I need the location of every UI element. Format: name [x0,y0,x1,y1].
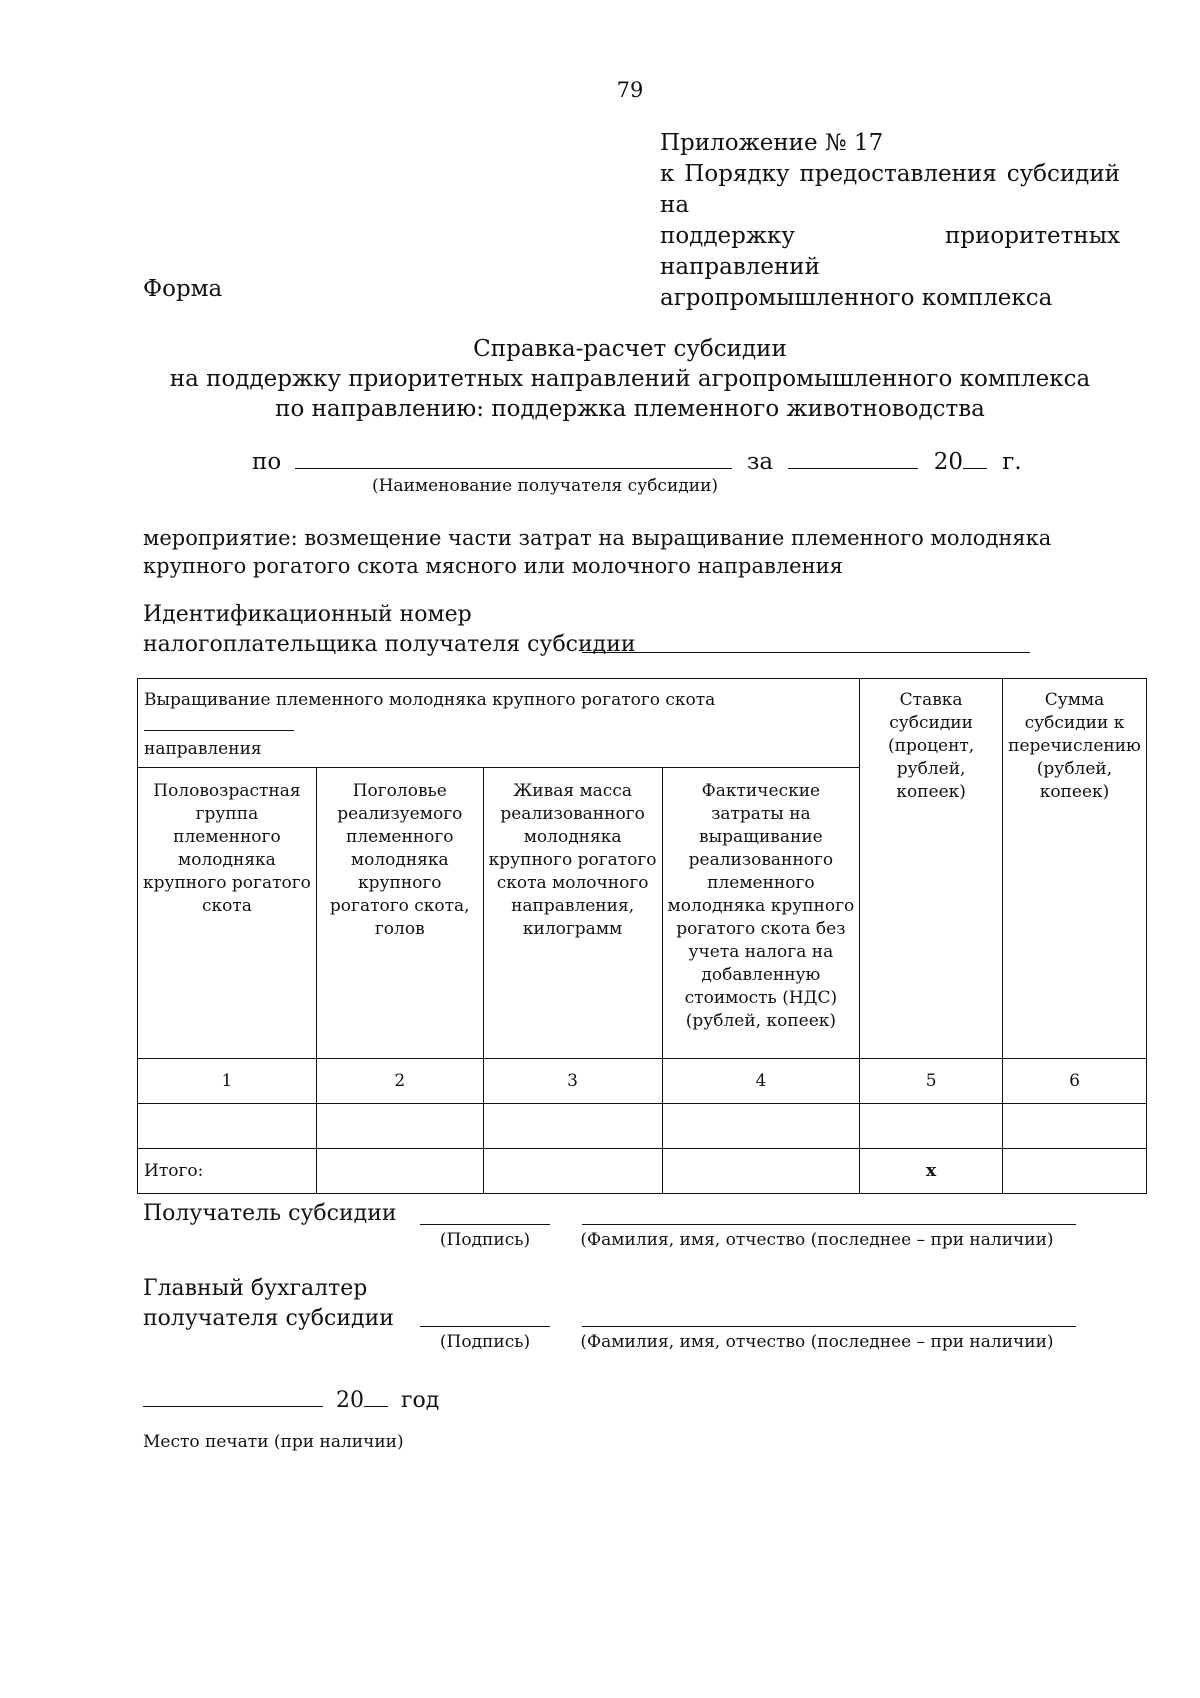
document-title: Справка-расчет субсидии [473,336,787,362]
recipient-caption: (Наименование получателя субсидии) [371,476,719,496]
column-number: 4 [662,1059,860,1104]
inn-label [143,600,636,660]
direction-field[interactable] [144,712,294,731]
measure-text: мероприятие: возмещение части затрат на выращивание племенного молодняка крупного рогатого скота мясного или молочного направления [143,526,1052,578]
period-prefix: за [746,449,774,475]
appendix-number: Приложение № 17 [660,130,884,156]
signature-caption: (Подпись) [439,1332,531,1352]
name-caption: (Фамилия, имя, отчество (последнее – при наличии) [580,1332,1054,1352]
recipient-signature-field[interactable] [420,1222,550,1225]
total-rate-mark: x [860,1149,1003,1194]
table-cell[interactable] [662,1149,860,1194]
date-row [143,1382,439,1413]
date-year-suffix: год [401,1388,440,1413]
recipient-row [252,444,1022,474]
inn-field[interactable] [582,628,1030,653]
column-number: 5 [860,1059,1003,1104]
table-cell[interactable] [316,1149,483,1194]
recipient-name-line[interactable] [582,1222,1076,1225]
subsidy-table [137,678,1147,1194]
appendix-line: поддержку приоритетных направлений [660,223,1120,280]
column-number: 1 [138,1059,317,1104]
column-header: Живая масса реализованного молодняка крупного рогатого скота молочного направления, килограмм [483,768,662,1059]
column-header: Ставка субсидии (процент, рублей, копеек) [860,679,1003,1059]
year-field[interactable] [963,444,987,469]
name-caption: (Фамилия, имя, отчество (последнее – при наличии) [580,1230,1054,1250]
appendix-line: к Порядку предоставления субсидий на [660,161,1120,218]
date-year-field[interactable] [364,1382,388,1407]
column-header: Поголовье реализуемого племенного молодняка крупного рогатого скота, голов [316,768,483,1059]
inn-label-line: налогоплательщика получателя субсидии [143,632,636,657]
column-number: 3 [483,1059,662,1104]
table-cell[interactable] [138,1104,317,1149]
group-header-text: направления [144,739,262,759]
year-prefix: 20 [933,449,963,475]
table-cell[interactable] [860,1104,1003,1149]
date-year-prefix: 20 [336,1388,364,1413]
accountant-label-line: получателя субсидии [143,1306,394,1331]
table-cell[interactable] [1002,1149,1146,1194]
recipient-name-field[interactable] [295,444,732,469]
form-label: Форма [143,276,223,302]
accountant-name-line[interactable] [582,1324,1076,1327]
accountant-signature-field[interactable] [420,1324,550,1327]
period-field[interactable] [788,444,918,469]
recipient-prefix: по [252,449,282,475]
total-label: Итого: [138,1149,317,1194]
accountant-label-line: Главный бухгалтер [143,1276,368,1301]
page-number: 79 [616,78,644,102]
column-header: Половозрастная группа племенного молодняка крупного рогатого скота [138,768,317,1059]
group-header-text: Выращивание племенного молодняка крупного рогатого скота [144,690,716,710]
appendix-block [660,128,1120,314]
appendix-line: агропромышленного комплекса [660,285,1053,311]
column-number: 2 [316,1059,483,1104]
document-subtitle: на поддержку приоритетных направлений агропромышленного комплекса [169,366,1091,392]
column-number-row [138,1059,1147,1104]
year-suffix: г. [1002,449,1022,475]
column-header: Сумма субсидии к перечислению (рублей, копеек) [1002,679,1146,1059]
accountant-signature-label [143,1274,394,1334]
document-direction: по направлению: поддержка племенного животноводства [275,396,985,422]
table-cell[interactable] [662,1104,860,1149]
table-cell[interactable] [316,1104,483,1149]
table-cell[interactable] [483,1149,662,1194]
stamp-label: Место печати (при наличии) [143,1432,404,1452]
column-number: 6 [1002,1059,1146,1104]
recipient-signature-label: Получатель субсидии [143,1201,397,1226]
group-header [138,679,860,768]
table-cell[interactable] [1002,1104,1146,1149]
signature-caption: (Подпись) [439,1230,531,1250]
inn-label-line: Идентификационный номер [143,602,472,627]
date-field[interactable] [143,1382,323,1407]
column-header: Фактические затраты на выращивание реализованного племенного молодняка крупного рогатого скота без учета налога на добавленную стоимость (НДС) (рублей, копеек) [662,768,860,1059]
table-cell[interactable] [483,1104,662,1149]
total-row [138,1149,1147,1194]
table-row [138,1104,1147,1149]
